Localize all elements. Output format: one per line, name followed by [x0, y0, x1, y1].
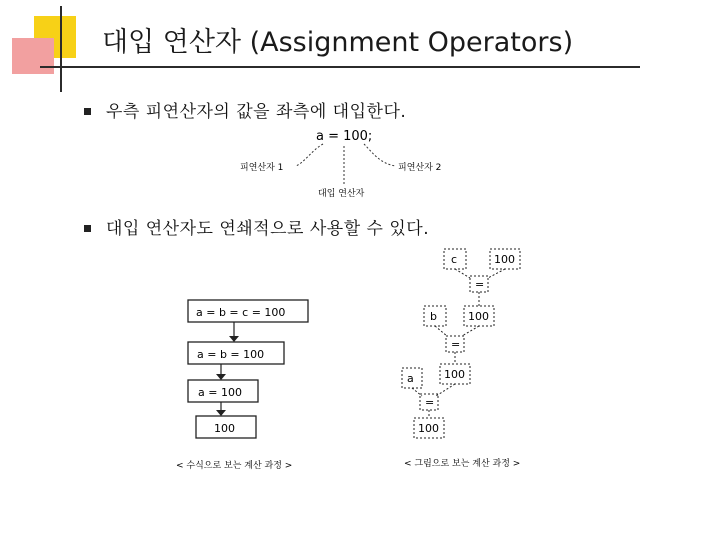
label-operand-2: 피연산자 2 — [398, 163, 442, 173]
step-text-1: a = b = c = 100 — [196, 306, 286, 319]
step-arrowhead-3 — [216, 410, 226, 416]
step-arrowhead-1 — [229, 336, 239, 342]
tree-text-eq2: = — [451, 338, 461, 351]
arrow-right-operand — [364, 144, 396, 166]
tree-text-eq3: = — [425, 396, 435, 409]
tree-text-val2: 100 — [468, 310, 489, 323]
tree-text-val3: 100 — [444, 368, 465, 381]
tree-text-b: b — [430, 310, 437, 323]
page-title: 대입 연산자 (Assignment Operators) — [102, 27, 574, 58]
caption-diagram: < 그림으로 보는 계산 과정 > — [404, 459, 521, 469]
tree-text-val1: 100 — [494, 253, 515, 266]
figure-expression-steps — [176, 300, 308, 471]
tree-text-c: c — [451, 253, 458, 266]
caption-expression: < 수식으로 보는 계산 과정 > — [176, 461, 293, 471]
arrow-left-operand — [296, 144, 323, 166]
figure-tree — [402, 249, 520, 469]
step-arrowhead-2 — [216, 374, 226, 380]
expression-text: a = 100; — [316, 129, 373, 144]
tree-text-result: 100 — [418, 422, 439, 435]
label-operand-1: 피연산자 1 — [240, 163, 284, 173]
step-text-2: a = b = 100 — [197, 348, 265, 361]
tree-text-eq1: = — [475, 278, 485, 291]
step-text-3: a = 100 — [198, 386, 242, 399]
bullet-text-1: 우측 피연산자의 값을 좌측에 대입한다. — [106, 102, 407, 122]
step-text-4: 100 — [214, 422, 235, 435]
figure-operands — [240, 129, 441, 199]
label-assignment-operator: 대입 연산자 — [318, 189, 365, 199]
bullet-text-2: 대입 연산자도 연쇄적으로 사용할 수 있다. — [106, 219, 430, 239]
tree-text-a: a — [407, 372, 414, 385]
